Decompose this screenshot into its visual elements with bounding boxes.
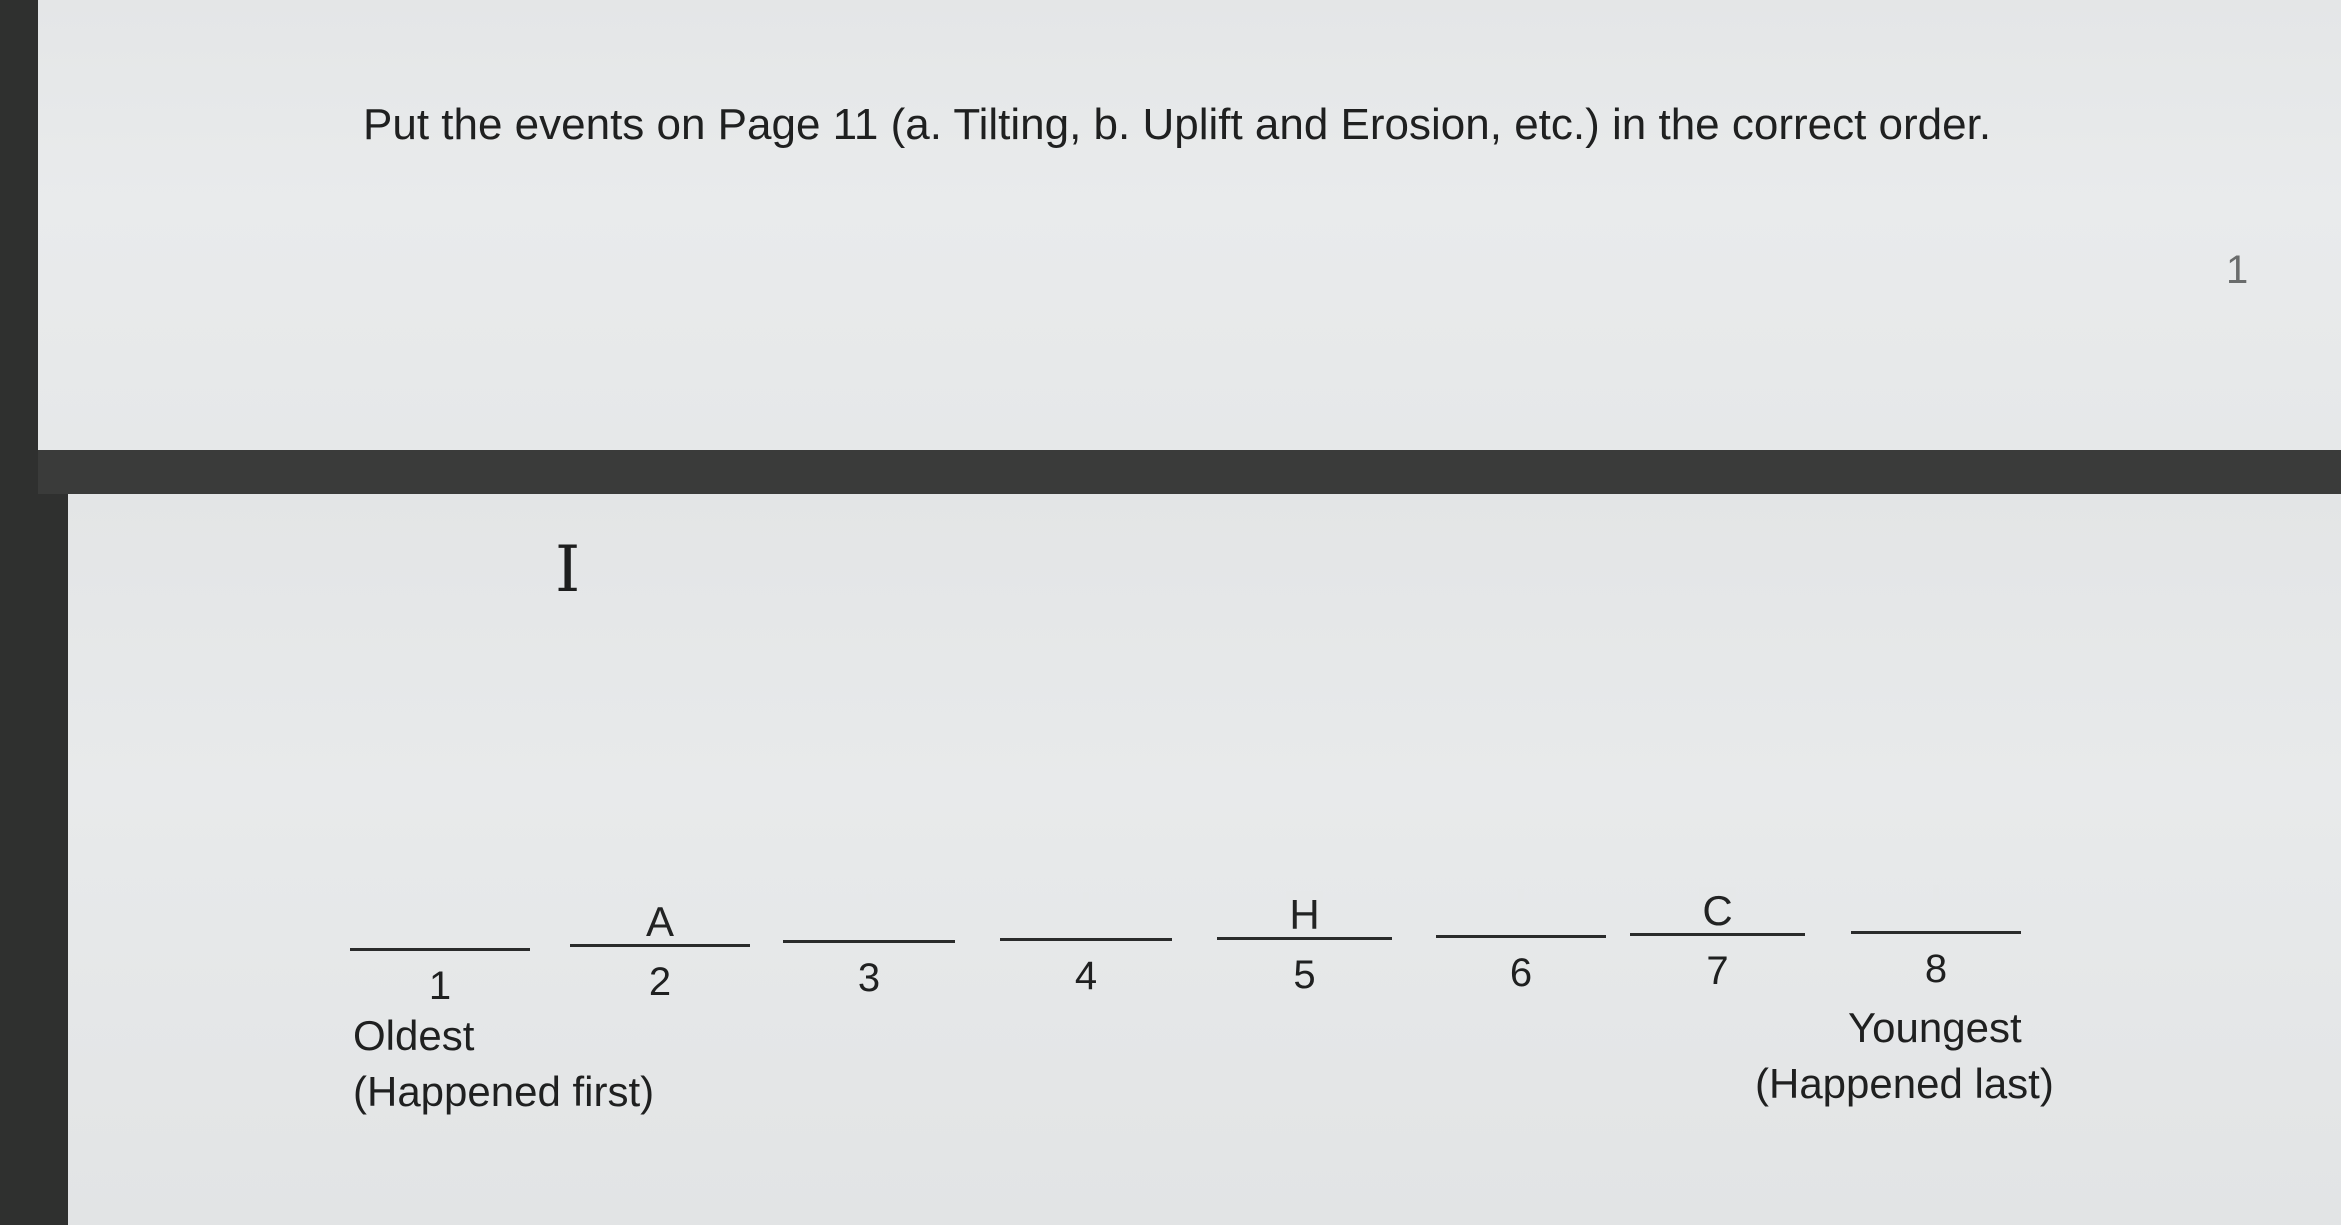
youngest-label (1755, 1000, 2054, 1112)
question-cell (38, 0, 2341, 450)
answer-slot-5[interactable] (1217, 891, 1392, 1037)
answer-value[interactable]: A (570, 898, 750, 946)
points-value: 1 (2226, 248, 2249, 292)
slot-number: 6 (1509, 951, 1533, 995)
cell-divider (38, 450, 2341, 494)
slot-number: 4 (1074, 954, 1098, 998)
blank-line (1000, 938, 1172, 941)
answer-value[interactable]: C (1630, 887, 1805, 935)
answer-slot-4[interactable] (1000, 898, 1172, 1038)
blank-line (350, 948, 530, 951)
answer-slot-6[interactable] (1436, 895, 1606, 1035)
oldest-label (353, 1008, 654, 1120)
text-cursor-icon: I (555, 533, 581, 607)
youngest-note: (Happened last) (1755, 1060, 2054, 1107)
blank-line (1436, 935, 1606, 938)
answer-value[interactable] (1000, 892, 1172, 940)
slot-number: 3 (857, 956, 881, 1000)
blank-line (1630, 933, 1805, 936)
question-text: Put the events on Page 11 (a. Tilting, b. Uplift and Erosion, etc.) in the correct order. (363, 100, 1992, 149)
answer-value[interactable] (1436, 889, 1606, 937)
answer-value[interactable]: H (1217, 891, 1392, 939)
answer-value[interactable] (1851, 885, 2021, 933)
oldest-text: Oldest (353, 1012, 475, 1059)
blank-line (1851, 931, 2021, 934)
oldest-note: (Happened first) (353, 1068, 655, 1115)
answer-value[interactable] (783, 894, 955, 942)
slot-number: 8 (1924, 947, 1948, 991)
slot-number: 5 (1293, 953, 1316, 997)
blank-line (783, 940, 955, 943)
blank-line (570, 944, 750, 947)
slot-number: 7 (1706, 949, 1729, 993)
slot-number: 1 (428, 964, 452, 1008)
answer-value[interactable] (350, 902, 530, 950)
answer-slot-3[interactable] (783, 900, 955, 1040)
youngest-text: Youngest (1848, 1004, 2022, 1051)
slot-number: 2 (648, 960, 672, 1004)
blank-line (1217, 937, 1392, 940)
